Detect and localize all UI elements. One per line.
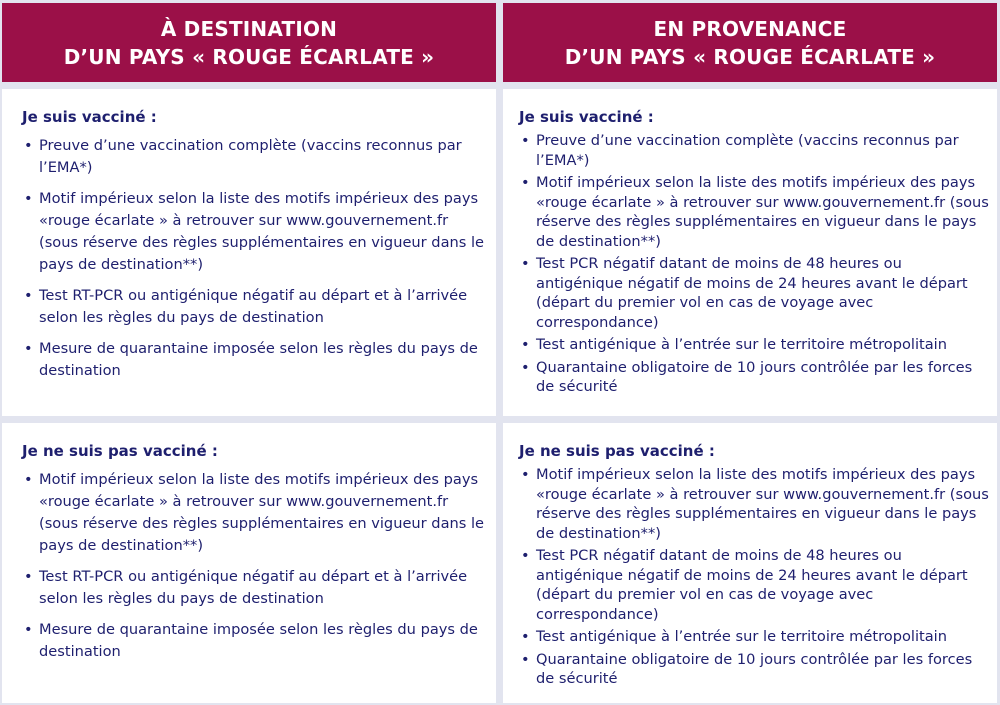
section-title: Je suis vacciné :	[22, 108, 157, 126]
list-item: • Mesure de quarantaine imposée selon les règles du pays de destination	[24, 338, 486, 382]
list-item: • Test RT-PCR ou antigénique négatif au départ et à l’arrivée selon les règles du pays de destination	[24, 566, 486, 610]
section-title: Je suis vacciné :	[519, 108, 654, 126]
list-item: • Test PCR négatif datant de moins de 48 heures ou antigénique négatif de moins de 24 heures avant le départ (départ du premier vol en cas de voyage avec correspondance)	[521, 254, 993, 332]
section-title: Je ne suis pas vacciné :	[519, 442, 715, 460]
header-destination	[2, 3, 496, 82]
list-item: • Quarantaine obligatoire de 10 jours contrôlée par les forces de sécurité	[521, 650, 993, 689]
list-item: • Motif impérieux selon la liste des motifs impérieux des pays «rouge écarlate » à retrouver sur www.gouvernement.fr (sous réserve des règles supplémentaires en vigueur dans le pays de destination**)	[24, 469, 486, 557]
list-item: • Motif impérieux selon la liste des motifs impérieux des pays «rouge écarlate » à retrouver sur www.gouvernement.fr (sous réserve des règles supplémentaires en vigueur dans le pays de destination**)	[521, 173, 993, 251]
requirements-list	[24, 135, 486, 391]
header-provenance-line1: EN PROVENANCE	[653, 16, 847, 41]
section-title: Je ne suis pas vacciné :	[22, 442, 218, 460]
list-item: • Preuve d’une vaccination complète (vaccins reconnus par l’EMA*)	[24, 135, 486, 179]
list-item: • Mesure de quarantaine imposée selon les règles du pays de destination	[24, 619, 486, 663]
list-item: • Test antigénique à l’entrée sur le territoire métropolitain	[521, 335, 993, 355]
header-provenance-line2: D’UN PAYS « ROUGE ÉCARLATE »	[564, 44, 936, 69]
list-item: • Preuve d’une vaccination complète (vaccins reconnus par l’EMA*)	[521, 131, 993, 170]
cell-destination-unvaccinated	[2, 423, 496, 703]
cell-provenance-unvaccinated	[503, 423, 997, 703]
list-item: • Motif impérieux selon la liste des motifs impérieux des pays «rouge écarlate » à retrouver sur www.gouvernement.fr (sous réserve des règles supplémentaires en vigueur dans le pays de destination**)	[24, 188, 486, 276]
list-item: • Test PCR négatif datant de moins de 48 heures ou antigénique négatif de moins de 24 heures avant le départ (départ du premier vol en cas de voyage avec correspondance)	[521, 546, 993, 624]
list-item: • Test antigénique à l’entrée sur le territoire métropolitain	[521, 627, 993, 647]
cell-destination-vaccinated	[2, 89, 496, 416]
list-item: • Quarantaine obligatoire de 10 jours contrôlée par les forces de sécurité	[521, 358, 993, 397]
header-destination-line1: À DESTINATION	[160, 16, 338, 41]
list-item: • Test RT-PCR ou antigénique négatif au départ et à l’arrivée selon les règles du pays de destination	[24, 285, 486, 329]
header-destination-line2: D’UN PAYS « ROUGE ÉCARLATE »	[63, 44, 435, 69]
requirements-list	[24, 469, 486, 672]
list-item: • Motif impérieux selon la liste des motifs impérieux des pays «rouge écarlate » à retrouver sur www.gouvernement.fr (sous réserve des règles supplémentaires en vigueur dans le pays de destination**)	[521, 465, 993, 543]
cell-provenance-vaccinated	[503, 89, 997, 416]
header-provenance	[503, 3, 997, 82]
requirements-list	[521, 131, 993, 400]
requirements-list	[521, 465, 993, 692]
